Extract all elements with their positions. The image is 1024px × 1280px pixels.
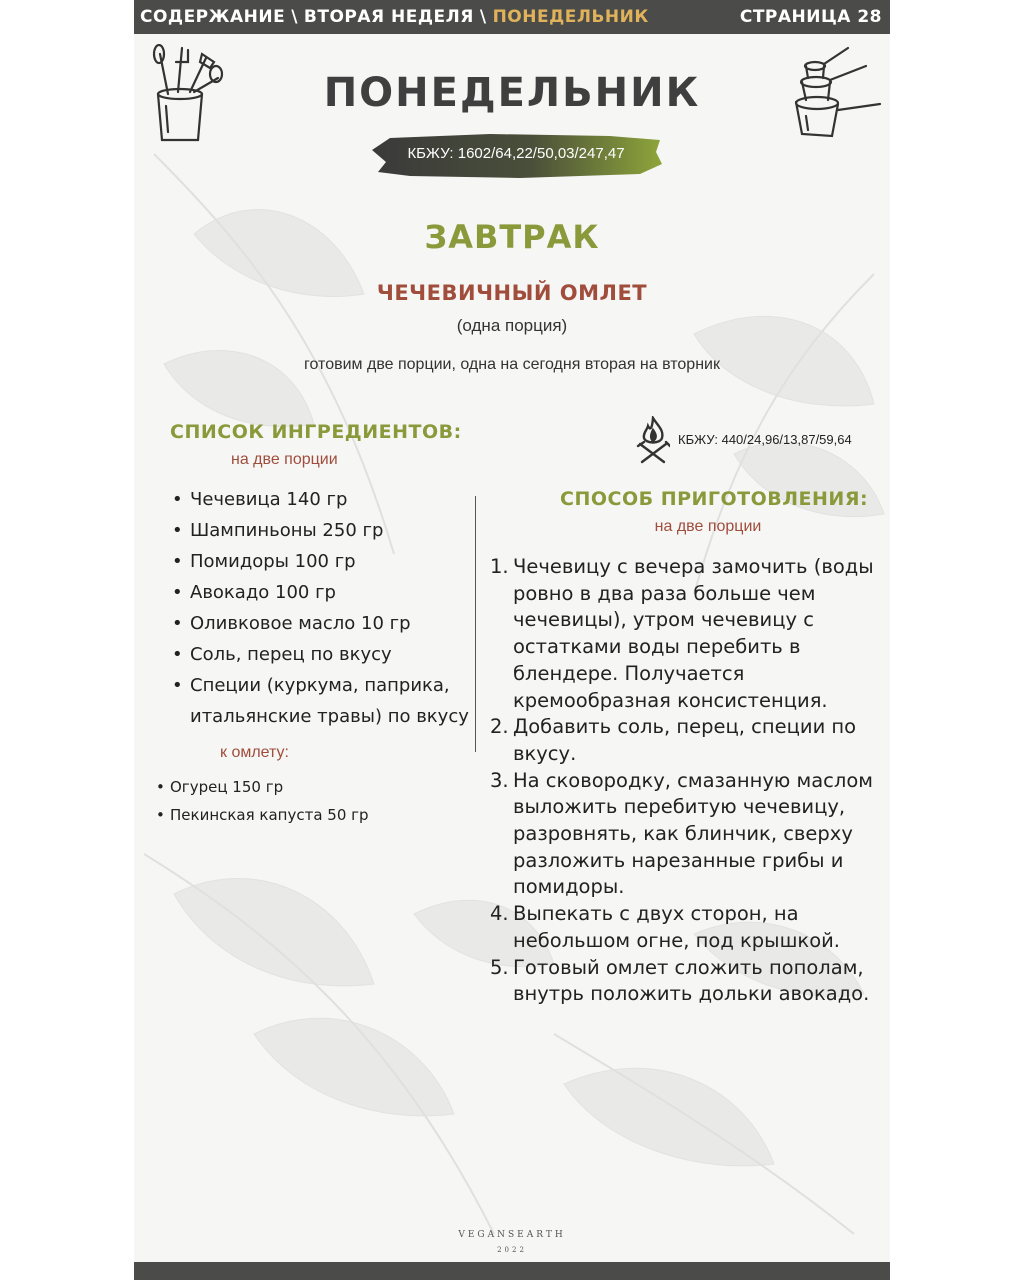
list-item [490,955,886,1008]
meal-heading: ЗАВТРАК [424,218,600,256]
list-item: • Оливковое масло 10 гр [172,608,472,639]
list-item: • Авокадо 100 гр [172,577,472,608]
recipe-page [134,0,890,1280]
footer-bar [134,1262,890,1280]
ingredients-list [172,484,472,732]
list-item: • Специи (куркума, паприка, итальянские травы) по вкусу [172,670,472,732]
list-item: • Огурец 150 гр [156,773,369,801]
column-divider [475,496,476,752]
daily-kbju: КБЖУ: 1602/64,22/50,03/247,47 [407,145,625,162]
method-subheading: на две порции [654,518,762,535]
breadcrumb [140,7,649,27]
list-item: • Соль, перец по вкусу [172,639,472,670]
breadcrumb-current: ПОНЕДЕЛЬНИК [492,7,649,27]
step-number: 2. [490,715,509,739]
omelet-sides-label: к омлету: [220,744,289,761]
breadcrumb-separator: \ [479,7,487,27]
list-item [490,554,886,714]
breadcrumb-week[interactable]: ВТОРАЯ НЕДЕЛЯ [303,7,474,27]
omelet-sides-list [156,773,369,829]
list-item: • Шампиньоны 250 гр [172,515,472,546]
cooking-note: готовим две порции, одна на сегодня вторая на вторник [304,356,720,373]
header-bar [134,0,890,34]
brand-year: 2022 [497,1246,527,1254]
page-title: ПОНЕДЕЛЬНИК [323,70,701,116]
step-text: На сковородку, смазанную маслом выложить перебитую чечевицу, разровнять, как блинчик, сверху разложить нарезанные грибы и помидоры. [513,768,874,899]
step-number: 3. [490,768,509,792]
method-steps [490,554,886,1008]
list-item [490,768,886,902]
brand-name: VEGANSEARTH [458,1230,566,1240]
step-number: 1. [490,555,509,578]
ingredients-subheading: на две порции [231,451,338,468]
list-item: • Чечевица 140 гр [172,484,472,515]
list-item [490,901,886,954]
list-item [490,714,886,767]
page-number: СТРАНИЦА 28 [739,7,882,27]
list-item: • Пекинская капуста 50 гр [156,801,369,829]
step-number: 5. [490,955,509,979]
breadcrumb-separator: \ [291,7,298,27]
step-text: Выпекать с двух сторон, на небольшом огне, под крышкой. [513,902,840,952]
method-heading: СПОСОБ ПРИГОТОВЛЕНИЯ: [560,488,869,510]
step-text: Чечевицу с вечера замочить (воды ровно в два раза больше чем чечевицы), утром чечевицу с остатками воды перебить в блендере. Получается кремообразная консистенция. [513,555,874,712]
daily-kbju-banner [370,130,662,182]
dish-name: ЧЕЧЕВИЧНЫЙ ОМЛЕТ [376,281,648,305]
portion-note: (одна порция) [456,316,568,335]
step-text: Готовый омлет сложить пополам, внутрь положить дольки авокадо. [513,955,870,1006]
list-item: • Помидоры 100 гр [172,546,472,577]
ingredients-heading: СПИСОК ИНГРЕДИЕНТОВ: [170,421,462,443]
step-text: Добавить соль, перец, специи по вкусу. [513,715,857,765]
breadcrumb-contents[interactable]: СОДЕРЖАНИЕ [140,7,286,27]
dish-kbju: КБЖУ: 440/24,96/13,87/59,64 [678,432,852,447]
step-number: 4. [490,902,509,926]
fire-cutlery-icon [636,416,670,464]
